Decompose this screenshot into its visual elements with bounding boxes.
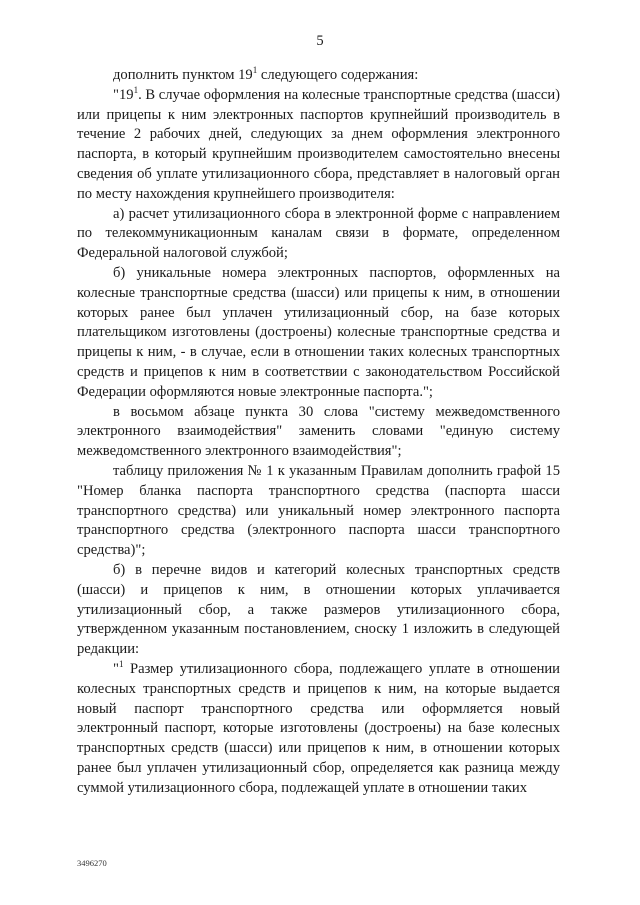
paragraph-text: . В случае оформления на колесные транспортные средства (шасси) или прицепы к ним электронных паспортов крупнейший производитель в течение 2 рабочих дней, следующих за днем оформления электронного паспорта, в который крупнейшим производителем самостоятельно внесены сведения об уплате утилизационного сбора, представляет в налоговый орган по месту нахождения крупнейшего производителя: [77, 86, 560, 202]
document-code: 3496270 [77, 858, 107, 868]
paragraph-item-b [77, 264, 560, 403]
paragraph-item-a [77, 205, 560, 264]
paragraph-table-appendix [77, 462, 560, 561]
page-number: 5 [316, 33, 324, 49]
document-body [77, 66, 560, 798]
paragraph-text: б) уникальные номера электронных паспортов, оформленных на колесные транспортные средства (шасси) или прицепы к ним, в отношении которых ранее был уплачен утилизационный сбор, на базе которых плательщиком изготовлены (достроены) колесные транспортные средства и прицепы к ним, - в случае, если в отношении таких колесных транспортных средств и прицепов к ним в соответствии с законодательством Российской Федерации оформляются новые электронные паспорта."; [77, 264, 560, 400]
superscript: 1 [118, 659, 124, 670]
paragraph-text: Размер утилизационного сбора, подлежащего уплате в отношении колесных транспортных средств и прицепов к ним, на которые выдается новый паспорт транспортного средства или оформляется новый электронный паспорт, которые изготовлены (достроены) на базе колесных транспортных средств (шасси) или прицепов к ним, в отношении которых ранее был уплачен утилизационный сбор, определяется как разница между суммой утилизационного сбора, подлежащей уплате в отношении таких [77, 660, 560, 796]
paragraph-text: следующего содержания: [257, 67, 419, 83]
paragraph-text: " [113, 660, 119, 677]
paragraph-footnote-1 [77, 660, 560, 799]
superscript: 1 [133, 84, 139, 95]
paragraph-list-b [77, 561, 560, 660]
paragraph-text: дополнить пунктом 19 [113, 67, 253, 83]
paragraph-text: б) в перечне видов и категорий колесных транспортных средств (шасси) и прицепов к ним, в отношении которых уплачивается утилизационный сбор, а также размеров утилизационного сбора, утвержденном указанным постановлением, сноску 1 изложить в следующей редакции: [77, 561, 560, 658]
paragraph-text: "19 [113, 86, 134, 103]
paragraph-point-30 [77, 403, 560, 462]
paragraph-text: в восьмом абзаце пункта 30 слова "систему межведомственного электронного взаимодействия" заменить словами "единую систему межведомственного электронного взаимодействия"; [77, 403, 560, 460]
superscript: 1 [252, 65, 258, 76]
paragraph-intro [77, 66, 560, 86]
paragraph-text: таблицу приложения № 1 к указанным Правилам дополнить графой 15 "Номер бланка паспорта транспортного средства (паспорта шасси транспортного средства) или уникальный номер электронного паспорта транспортного средства (электронного паспорта шасси транспортного средства)"; [77, 462, 560, 559]
paragraph-clause-19-1 [77, 86, 560, 205]
paragraph-text: а) расчет утилизационного сбора в электронной форме с направлением по телекоммуникационным каналам связи в формате, определенном Федеральной налоговой службой; [77, 205, 560, 262]
